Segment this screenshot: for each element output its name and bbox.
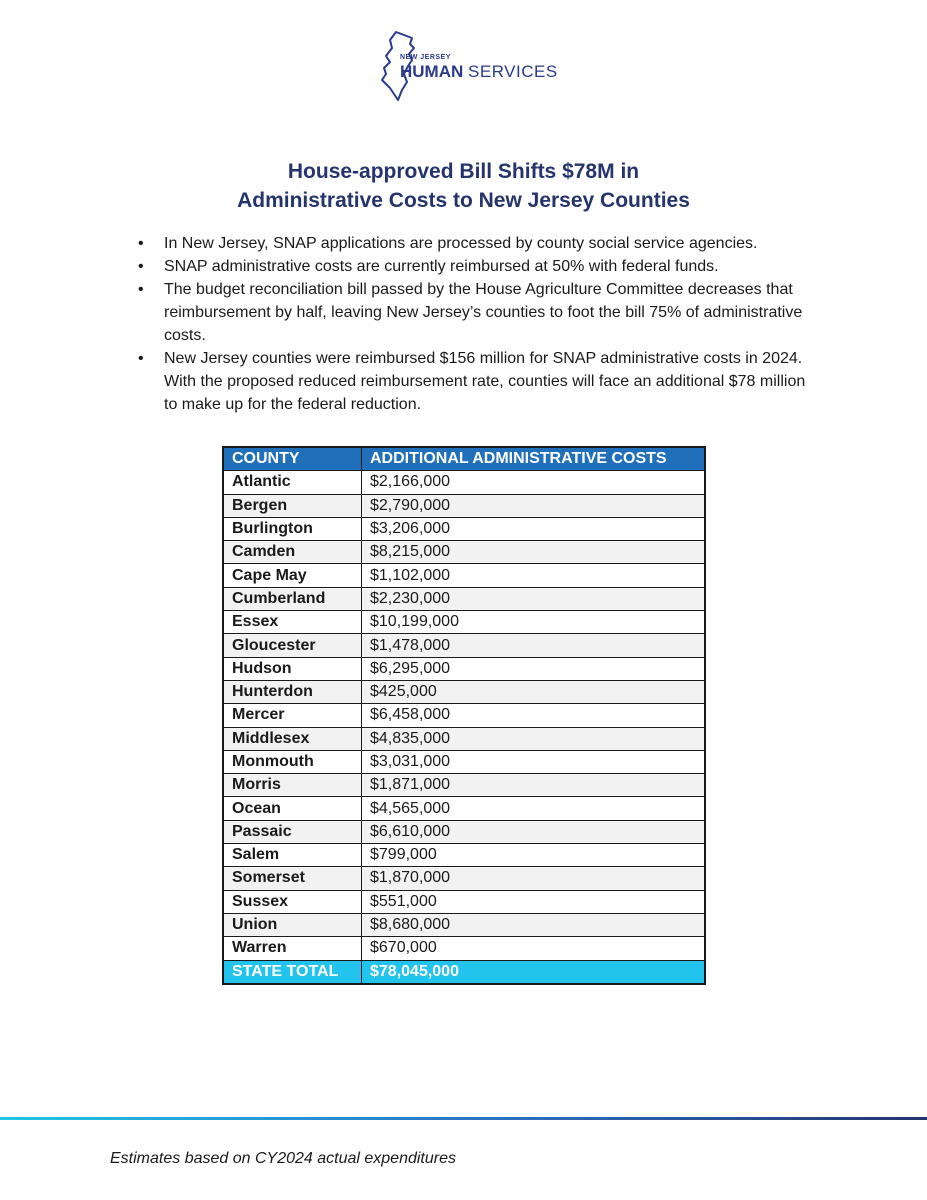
county-cell: Cape May	[223, 564, 362, 587]
table-row	[223, 517, 705, 540]
cost-cell: $6,295,000	[362, 657, 706, 680]
cost-cell: $2,230,000	[362, 587, 706, 610]
county-cell: Ocean	[223, 797, 362, 820]
cost-cell: $551,000	[362, 890, 706, 913]
county-cell: Morris	[223, 774, 362, 797]
bullet-item: • SNAP administrative costs are currently reimbursed at 50% with federal funds.	[136, 255, 816, 278]
table-row	[223, 774, 705, 797]
total-row	[223, 960, 705, 984]
county-cell: Salem	[223, 844, 362, 867]
table-row	[223, 727, 705, 750]
table-row	[223, 680, 705, 703]
cost-cell: $1,870,000	[362, 867, 706, 890]
logo-human: HUMAN	[400, 62, 464, 81]
header-costs: ADDITIONAL ADMINISTRATIVE COSTS	[362, 447, 706, 471]
county-cell: Hudson	[223, 657, 362, 680]
table-row	[223, 797, 705, 820]
title-line-2: Administrative Costs to New Jersey Counties	[237, 189, 690, 212]
logo	[376, 30, 556, 105]
county-cell: Atlantic	[223, 471, 362, 494]
table-row	[223, 657, 705, 680]
table-header-row	[223, 447, 705, 471]
cost-cell: $670,000	[362, 937, 706, 960]
total-label: STATE TOTAL	[223, 960, 362, 984]
cost-cell: $3,031,000	[362, 750, 706, 773]
bullet-item: • In New Jersey, SNAP applications are processed by county social service agencies.	[136, 232, 816, 255]
table-row	[223, 494, 705, 517]
bullet-list	[136, 232, 816, 416]
county-cell: Bergen	[223, 494, 362, 517]
table-row	[223, 750, 705, 773]
table-row	[223, 844, 705, 867]
county-cell: Cumberland	[223, 587, 362, 610]
header-county: COUNTY	[223, 447, 362, 471]
table-row	[223, 471, 705, 494]
county-cell: Gloucester	[223, 634, 362, 657]
county-cell: Middlesex	[223, 727, 362, 750]
logo-wordmark	[400, 62, 558, 82]
cost-cell: $6,458,000	[362, 704, 706, 727]
cost-cell: $1,102,000	[362, 564, 706, 587]
table-row	[223, 913, 705, 936]
total-value: $78,045,000	[362, 960, 706, 984]
bullet-item: • The budget reconciliation bill passed by the House Agriculture Committee decreases that reimbursement by half, leaving New Jersey’s counties to foot the bill 75% of administrative costs.	[136, 278, 816, 347]
cost-cell: $425,000	[362, 680, 706, 703]
table-row	[223, 587, 705, 610]
county-cell: Burlington	[223, 517, 362, 540]
cost-cell: $799,000	[362, 844, 706, 867]
table-row	[223, 867, 705, 890]
table-row	[223, 564, 705, 587]
title-line-1: House-approved Bill Shifts $78M in	[287, 160, 640, 183]
county-cell: Sussex	[223, 890, 362, 913]
table-row	[223, 890, 705, 913]
bullet-item: • New Jersey counties were reimbursed $156 million for SNAP administrative costs in 2024. With the proposed reduced reimbursement rate, counties will face an additional $78 million to make up for the federal reduction.	[136, 347, 816, 416]
cost-cell: $3,206,000	[362, 517, 706, 540]
county-cell: Union	[223, 913, 362, 936]
cost-cell: $1,478,000	[362, 634, 706, 657]
cost-cell: $2,166,000	[362, 471, 706, 494]
logo-services: SERVICES	[468, 62, 558, 81]
county-cell: Mercer	[223, 704, 362, 727]
table-row	[223, 634, 705, 657]
logo-small-text: NEW JERSEY	[400, 54, 451, 61]
county-costs-table	[222, 446, 706, 985]
cost-cell: $1,871,000	[362, 774, 706, 797]
county-cell: Passaic	[223, 820, 362, 843]
cost-cell: $2,790,000	[362, 494, 706, 517]
footer-rule	[0, 1117, 927, 1121]
county-cell: Hunterdon	[223, 680, 362, 703]
table-row	[223, 541, 705, 564]
cost-cell: $8,215,000	[362, 541, 706, 564]
table-row	[223, 937, 705, 960]
table-body	[223, 471, 705, 984]
cost-cell: $8,680,000	[362, 913, 706, 936]
cost-cell: $6,610,000	[362, 820, 706, 843]
cost-cell: $4,565,000	[362, 797, 706, 820]
table-row	[223, 820, 705, 843]
county-cell: Warren	[223, 937, 362, 960]
table-row	[223, 611, 705, 634]
table-row	[223, 704, 705, 727]
county-cell: Camden	[223, 541, 362, 564]
county-cell: Monmouth	[223, 750, 362, 773]
cost-cell: $4,835,000	[362, 727, 706, 750]
footnote: Estimates based on CY2024 actual expenditures	[110, 1150, 456, 1167]
cost-cell: $10,199,000	[362, 611, 706, 634]
page-title	[0, 157, 927, 215]
county-cell: Somerset	[223, 867, 362, 890]
county-cell: Essex	[223, 611, 362, 634]
